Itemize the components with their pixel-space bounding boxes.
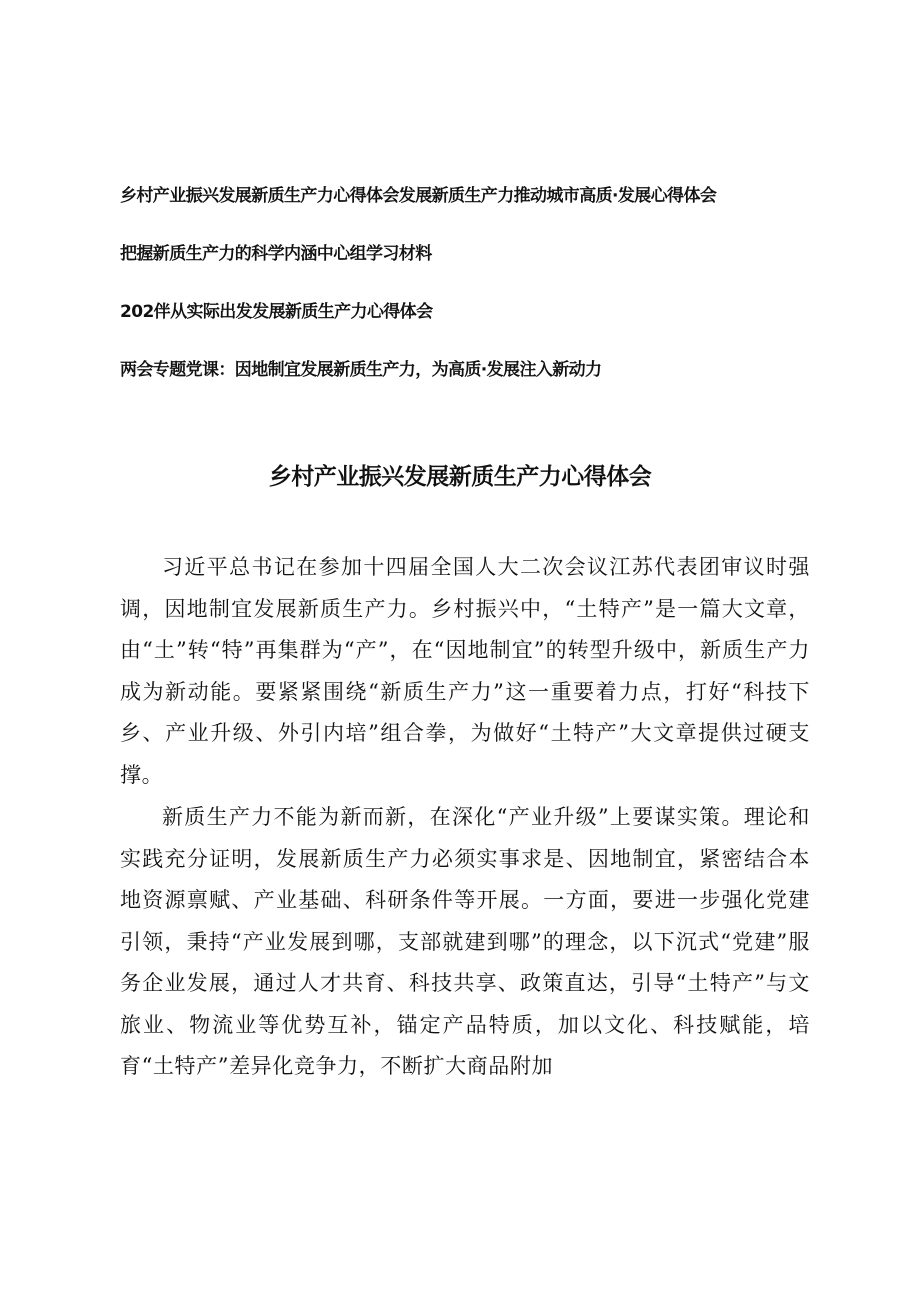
paragraph-2: 新质生产力不能为新而新，在深化“产业升级”上要谋实策。理论和实践充分证明，发展新质生产力必须实事求是、因地制宜，紧密结合本地资源禀赋、产业基础、科研条件等开展。一方面，要进一步强化党建引领，秉持“产业发展到哪，支部就建到哪”的理念，以下沉式“党建”服务企业发展，通过人才共育、科技共享、政策直达，引导“土特产”与文旅业、物流业等优势互补，锚定产品特质，加以文化、科技赋能，培育“土特产”差异化竞争力，不断扩大商品附加 (120, 805, 810, 1078)
related-article-1[interactable]: 乡村产业振兴发展新质生产力心得体会发展新质生产力推动城市高质·发展心得体会 (120, 186, 717, 206)
document-title: 乡村产业振兴发展新质生产力心得体会 (268, 464, 652, 490)
related-article-4[interactable]: 两会专题党课：因地制宜发展新质生产力，为高质·发展注入新动力 (120, 360, 602, 380)
document-body (120, 547, 810, 1089)
related-articles-list (120, 186, 820, 418)
related-article-3[interactable]: 202伴从实际出发发展新质生产力心得体会 (120, 302, 433, 322)
related-article-2[interactable]: 把握新质生产力的科学内涵中心组学习材料 (120, 244, 432, 264)
paragraph-1: 习近平总书记在参加十四届全国人大二次会议江苏代表团审议时强调，因地制宜发展新质生产力。乡村振兴中，“土特产”是一篇大文章，由“土”转“特”再集群为“产”，在“因地制宜”的转型升级中，新质生产力成为新动能。要紧紧围绕“新质生产力”这一重要着力点，打好“科技下乡、产业升级、外引内培”组合拳，为做好“土特产”大文章提供过硬支撑。 (120, 555, 810, 787)
